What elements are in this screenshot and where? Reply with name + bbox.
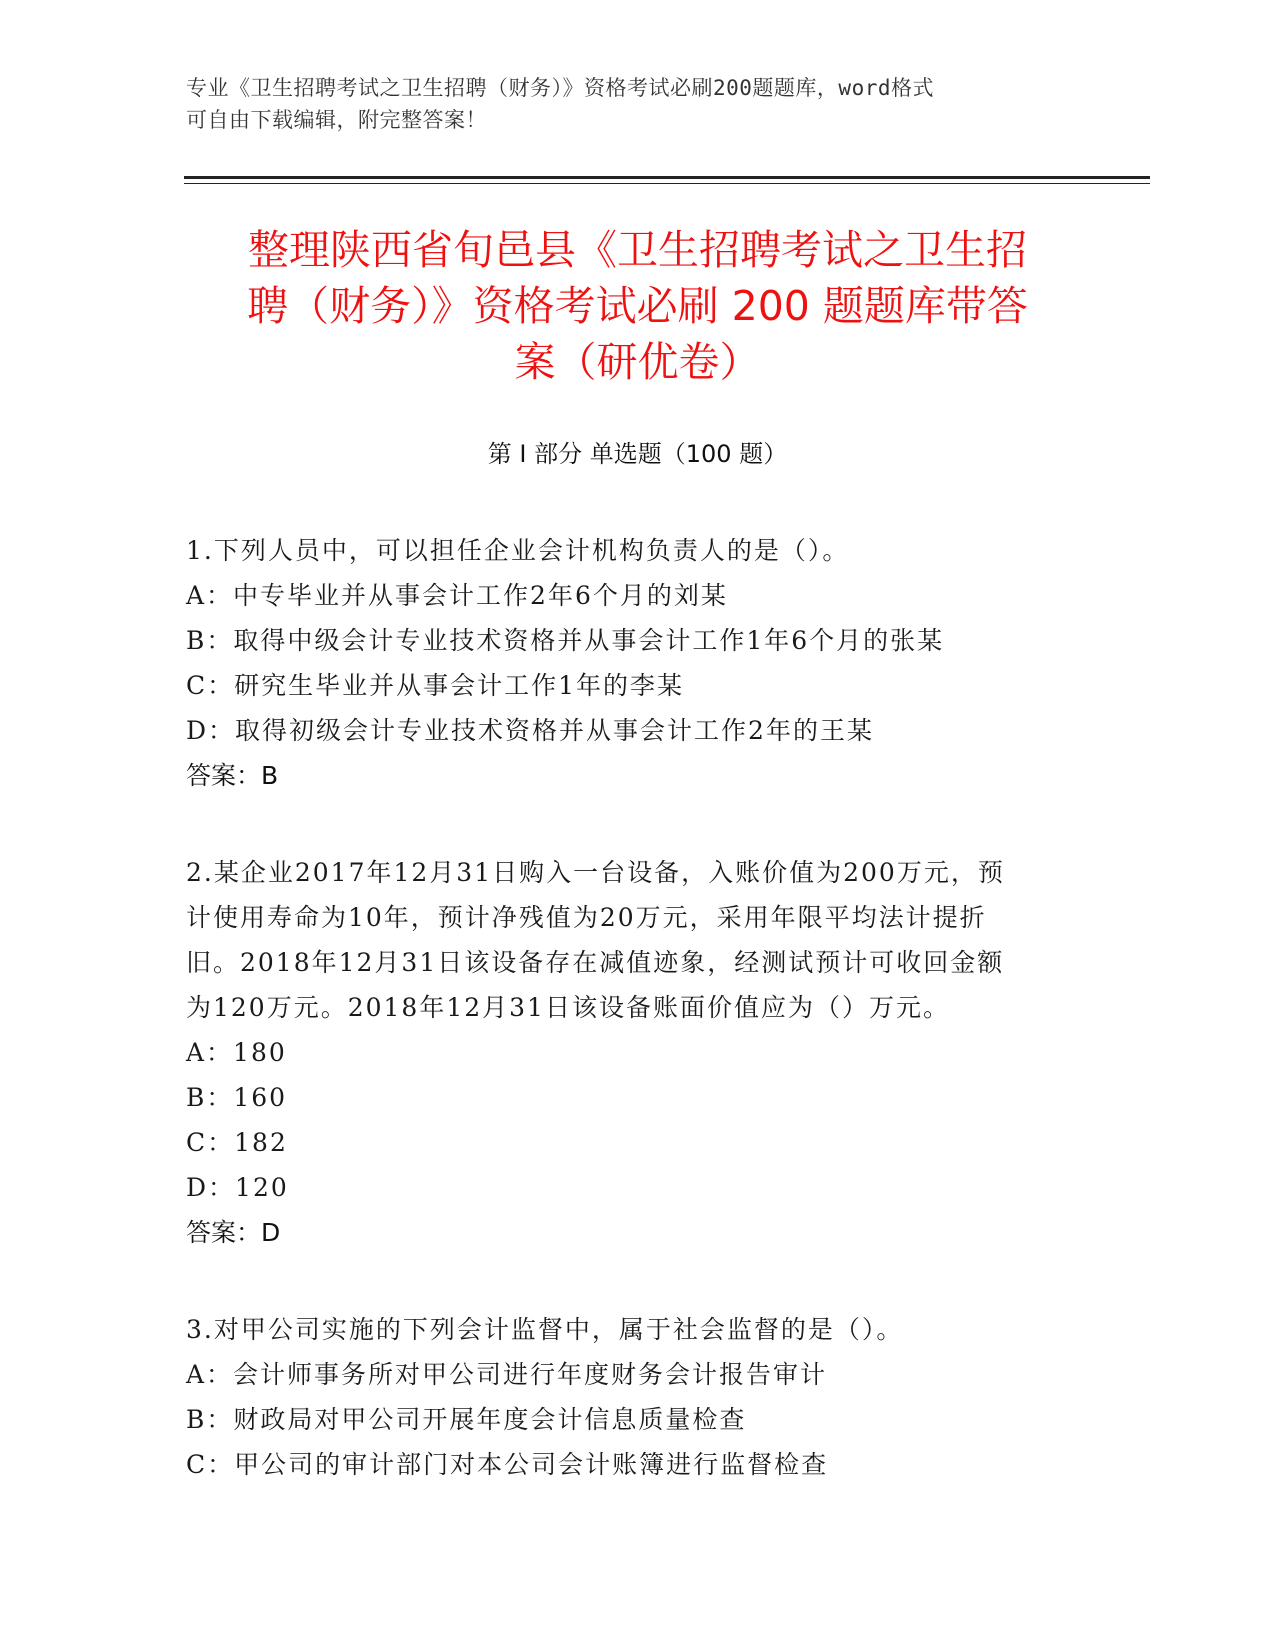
header-note-line-1: 专业《卫生招聘考试之卫生招聘（财务）》资格考试必刷200题题库，word格式: [186, 76, 934, 100]
option-a: A：会计师事务所对甲公司进行年度财务会计报告审计: [186, 1360, 828, 1389]
document-title-line-3: 案（研优卷）: [514, 338, 761, 386]
section-heading: 第 I 部分 单选题（100 题）: [487, 440, 788, 468]
question-3: [186, 1307, 1066, 1487]
document-title-line-1: 整理陕西省旬邑县《卫生招聘考试之卫生招: [248, 226, 1027, 274]
question-text: 3.对甲公司实施的下列会计监督中，属于社会监督的是（）。: [186, 1315, 904, 1344]
option-c: C：182: [186, 1128, 288, 1157]
option-c: C：研究生毕业并从事会计工作1年的李某: [186, 671, 685, 700]
answer-label: 答案：D: [186, 1218, 281, 1247]
option-a: A：180: [186, 1038, 287, 1067]
question-text-line-1: 2.某企业2017年12月31日购入一台设备，入账价值为200万元，预: [186, 858, 1005, 887]
question-2: [186, 850, 1066, 1255]
answer-label: 答案：B: [186, 761, 279, 790]
option-b: B：取得中级会计专业技术资格并从事会计工作1年6个月的张某: [186, 626, 945, 655]
header-divider-thin: [184, 183, 1150, 184]
option-d: D：取得初级会计专业技术资格并从事会计工作2年的王某: [186, 716, 874, 745]
document-title: [170, 222, 1105, 390]
option-a: A：中专毕业并从事会计工作2年6个月的刘某: [186, 581, 728, 610]
header-note: [186, 72, 1066, 136]
question-text-line-4: 为120万元。2018年12月31日该设备账面价值应为（）万元。: [186, 993, 950, 1022]
option-c: C：甲公司的审计部门对本公司会计账簿进行监督检查: [186, 1450, 829, 1479]
option-b: B：财政局对甲公司开展年度会计信息质量检查: [186, 1405, 747, 1434]
question-text: 1.下列人员中，可以担任企业会计机构负责人的是（）。: [186, 536, 850, 565]
header-note-line-2: 可自由下载编辑，附完整答案！: [186, 108, 487, 132]
header-divider-thick: [184, 176, 1150, 179]
option-d: D：120: [186, 1173, 289, 1202]
document-title-line-2: 聘（财务）》资格考试必刷 200 题题库带答: [247, 282, 1028, 330]
question-1: [186, 528, 1066, 798]
option-b: B：160: [186, 1083, 288, 1112]
question-text-line-3: 旧。2018年12月31日该设备存在减值迹象，经测试预计可收回金额: [186, 948, 1005, 977]
question-text-line-2: 计使用寿命为10年，预计净残值为20万元，采用年限平均法计提折: [186, 903, 987, 932]
question-list: [186, 528, 1066, 1539]
